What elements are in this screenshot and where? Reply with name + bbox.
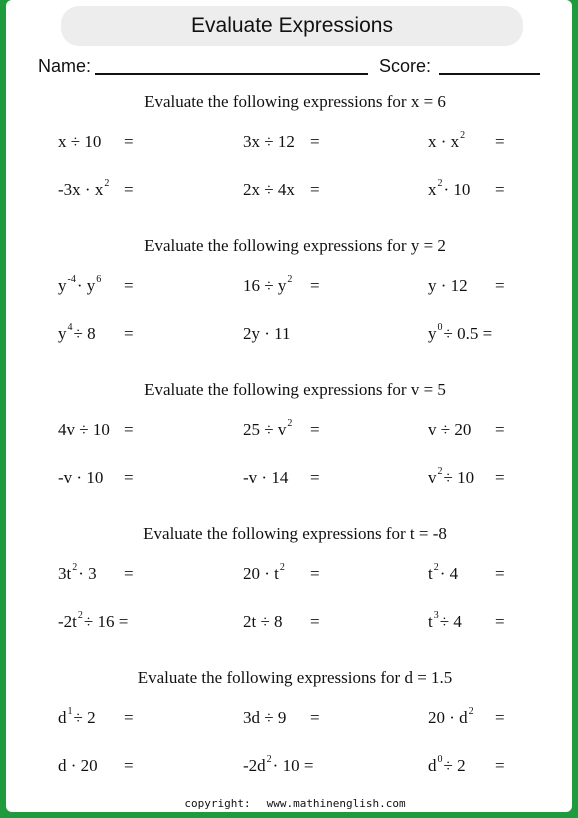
expression-text: ÷ 2 <box>73 708 96 727</box>
exponent: 4 <box>67 322 73 333</box>
equals-sign: = <box>124 756 134 775</box>
title-banner <box>61 6 523 46</box>
exponent: 0 <box>437 754 443 765</box>
expression-text: 25 ÷ v <box>243 420 287 439</box>
section-heading: Evaluate the following expressions for v = 5 <box>144 380 446 399</box>
expression-text: d <box>428 756 437 775</box>
expression <box>243 324 291 344</box>
section-heading: Evaluate the following expressions for y = 2 <box>144 236 446 255</box>
exponent: 2 <box>468 706 474 717</box>
expression-text: -3x · x <box>58 180 104 199</box>
expression-text: v <box>428 468 437 487</box>
expression-text: ÷ 10 <box>443 468 475 487</box>
expression-text: d <box>58 708 67 727</box>
equals-sign: = <box>124 468 134 487</box>
worksheet <box>6 0 572 812</box>
expression-text: y <box>428 324 437 343</box>
expression <box>58 420 110 440</box>
expression-text: ÷ 4 <box>439 612 462 631</box>
expression-text: 3d ÷ 9 <box>243 708 287 727</box>
expression-text: v ÷ 20 <box>428 420 472 439</box>
equals-sign: = <box>310 276 320 295</box>
expression-text: · 3 <box>78 564 97 583</box>
exponent: 2 <box>437 466 443 477</box>
expression <box>428 180 470 200</box>
exponent: 6 <box>96 274 102 285</box>
expression <box>58 564 97 584</box>
equals-sign: = <box>124 180 134 199</box>
score-answer-line <box>439 73 540 75</box>
expression-text: 2x ÷ 4x <box>243 180 295 199</box>
exponent: 2 <box>104 178 110 189</box>
expression <box>58 756 98 776</box>
expression-text: x · x <box>428 132 460 151</box>
expression-text: -2t <box>58 612 77 631</box>
equals-sign: = <box>495 612 505 631</box>
expression-text: 3t <box>58 564 72 583</box>
exponent: 0 <box>437 322 443 333</box>
equals-sign: = <box>124 708 134 727</box>
expression-text: t <box>428 564 433 583</box>
expression-text: -2d <box>243 756 266 775</box>
equals-sign: = <box>495 132 505 151</box>
equals-sign: = <box>310 132 320 151</box>
expression <box>243 132 295 152</box>
expression <box>58 708 96 728</box>
expression-text: -v · 14 <box>243 468 289 487</box>
expression-text: -v · 10 <box>58 468 104 487</box>
equals-sign: = <box>495 564 505 583</box>
expression-text: y <box>58 324 67 343</box>
expression <box>428 564 458 584</box>
page-title: Evaluate Expressions <box>191 14 393 37</box>
expression <box>58 612 128 632</box>
exponent: 2 <box>437 178 443 189</box>
equals-sign: = <box>124 276 134 295</box>
expression-text: · y <box>76 276 96 295</box>
equals-sign: = <box>310 420 320 439</box>
expression-text: 16 ÷ y <box>243 276 287 295</box>
expression-text: ÷ 0.5 = <box>443 324 493 343</box>
expression-text: y · 12 <box>428 276 468 295</box>
section-heading: Evaluate the following expressions for t = -8 <box>143 524 447 543</box>
expression-text: d · 20 <box>58 756 98 775</box>
footer <box>6 797 572 810</box>
expression <box>428 468 474 488</box>
equals-sign: = <box>124 420 134 439</box>
expression <box>58 276 102 296</box>
expression <box>428 324 492 344</box>
exponent: 1 <box>67 706 73 717</box>
expression-text: 20 · t <box>243 564 279 583</box>
copyright-label: copyright: <box>184 797 251 810</box>
equals-sign: = <box>310 612 320 631</box>
equals-sign: = <box>495 468 505 487</box>
expression <box>428 276 468 296</box>
equals-sign: = <box>495 708 505 727</box>
expression-text: x ÷ 10 <box>58 132 102 151</box>
equals-sign: = <box>495 420 505 439</box>
section-heading: Evaluate the following expressions for d = 1.5 <box>137 668 453 687</box>
expression-text: 20 · d <box>428 708 468 727</box>
exponent: 3 <box>433 610 439 621</box>
expression <box>243 708 286 728</box>
exponent: 2 <box>72 562 78 573</box>
expression <box>58 180 110 200</box>
equals-sign: = <box>495 756 505 775</box>
exponent: 2 <box>266 754 272 765</box>
expression <box>243 468 288 488</box>
equals-sign: = <box>124 324 134 343</box>
expression <box>58 324 96 344</box>
exponent: 2 <box>433 562 439 573</box>
expression-text: x <box>428 180 437 199</box>
name-answer-line <box>95 73 368 75</box>
name-label: Name: <box>38 56 92 76</box>
expression <box>428 708 475 728</box>
section-heading: Evaluate the following expressions for x = 6 <box>144 92 446 111</box>
equals-sign: = <box>310 468 320 487</box>
expression-text: · 4 <box>439 564 459 583</box>
expression <box>243 612 283 632</box>
expression-text: ÷ 2 <box>443 756 466 775</box>
expression <box>428 132 466 152</box>
equals-sign: = <box>310 180 320 199</box>
expression-text: y <box>58 276 67 295</box>
exponent: -4 <box>67 274 76 285</box>
expression <box>243 564 286 584</box>
expression-text: · 10 <box>443 180 471 199</box>
equals-sign: = <box>310 564 320 583</box>
equals-sign: = <box>495 180 505 199</box>
exponent: 2 <box>287 274 293 285</box>
expression <box>428 420 471 440</box>
expression <box>243 276 293 296</box>
equals-sign: = <box>310 708 320 727</box>
exponent: 2 <box>77 610 83 621</box>
expression-text: 2t ÷ 8 <box>243 612 283 631</box>
expression-text: · 10 = <box>272 756 314 775</box>
expression-text: t <box>428 612 433 631</box>
expression-text: 4v ÷ 10 <box>58 420 110 439</box>
expression-text: 3x ÷ 12 <box>243 132 295 151</box>
exponent: 2 <box>279 562 285 573</box>
expression <box>58 468 103 488</box>
expression <box>58 132 101 152</box>
expression <box>243 420 293 440</box>
exponent: 2 <box>460 130 466 141</box>
expression-text: 2y · 11 <box>243 324 291 343</box>
score-label: Score: <box>379 56 432 76</box>
expression <box>243 180 295 200</box>
expression <box>428 612 462 632</box>
expression-text: ÷ 16 = <box>83 612 129 631</box>
expression <box>428 756 466 776</box>
expression <box>243 756 313 776</box>
expression-text: ÷ 8 <box>73 324 96 343</box>
website-url: www.mathinenglish.com <box>266 797 406 810</box>
equals-sign: = <box>495 276 505 295</box>
exponent: 2 <box>287 418 293 429</box>
equals-sign: = <box>124 132 134 151</box>
equals-sign: = <box>124 564 134 583</box>
